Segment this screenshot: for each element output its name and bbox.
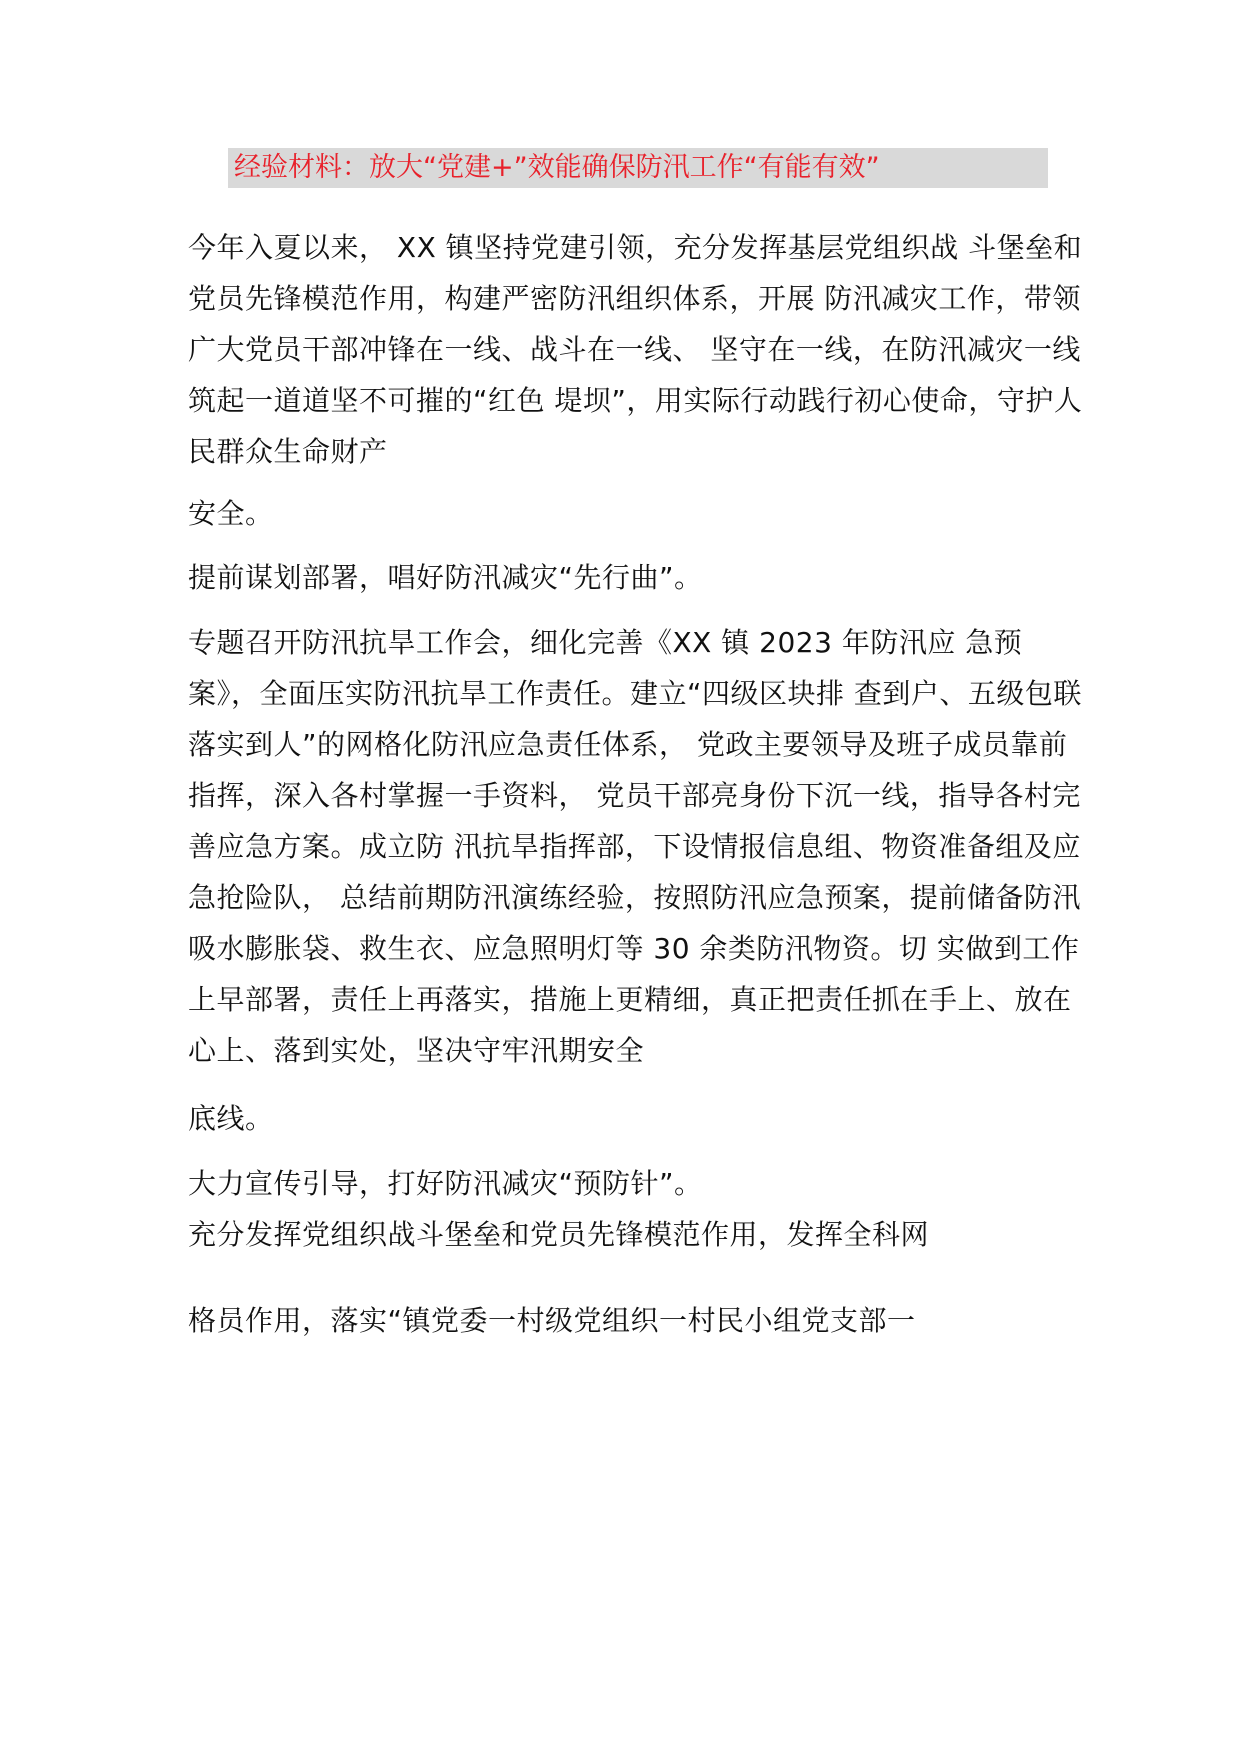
paragraph-intro-end: 安全。 xyxy=(188,497,274,530)
paragraph-publicity-line-1: 充分发挥党组织战斗堡垒和党员先锋模范作用，发挥全科网 xyxy=(188,1218,930,1251)
paragraph-planning: 专题召开防汛抗旱工作会，细化完善《XX 镇 2023 年防汛应 急预案》，全面压实防汛抗旱工作责任。建立“四级区块排 查到户、五级包联落实到人”的网格化防汛应急责任体系， 党政主要领导及班子成员靠前指挥，深入各村掌握一手资料， 党员干部亮身份下沉一线，指导各村完善应急方案。成立防 汛抗旱指挥部，下设情报信息组、物资准备组及应急抢险队， 总结前期防汛演练经验，按照防汛应急预案，提前储备防汛 吸水膨胀袋、救生衣、应急照明灯等 30 余类防汛物资。切 实做到工作上早部署，责任上再落实，措施上更精细，真正把责任抓在手上、放在心上、落到实处，坚决守牢汛期安全 xyxy=(188,626,1082,1067)
paragraph-publicity-line-2: 格员作用，落实“镇党委一村级党组织一村民小组党支部一 xyxy=(188,1304,916,1337)
section-heading-planning: 提前谋划部署，唱好防汛减灾“先行曲”。 xyxy=(188,561,703,594)
paragraph-intro: 今年入夏以来， XX 镇坚持党建引领，充分发挥基层党组织战 斗堡垒和党员先锋模范作用，构建严密防汛组织体系，开展 防汛减灾工作，带领广大党员干部冲锋在一线、战斗在一线、 坚守在一线，在防汛减灾一线筑起一道道坚不可摧的“红色 堤坝”，用实际行动践行初心使命，守护人民群众生命财产 xyxy=(188,231,1083,468)
paragraph-planning-end: 底线。 xyxy=(188,1102,274,1135)
section-heading-publicity: 大力宣传引导，打好防汛减灾“预防针”。 xyxy=(188,1167,703,1200)
document-title: 经验材料：放大“党建+”效能确保防汛工作“有能有效” xyxy=(234,152,880,183)
